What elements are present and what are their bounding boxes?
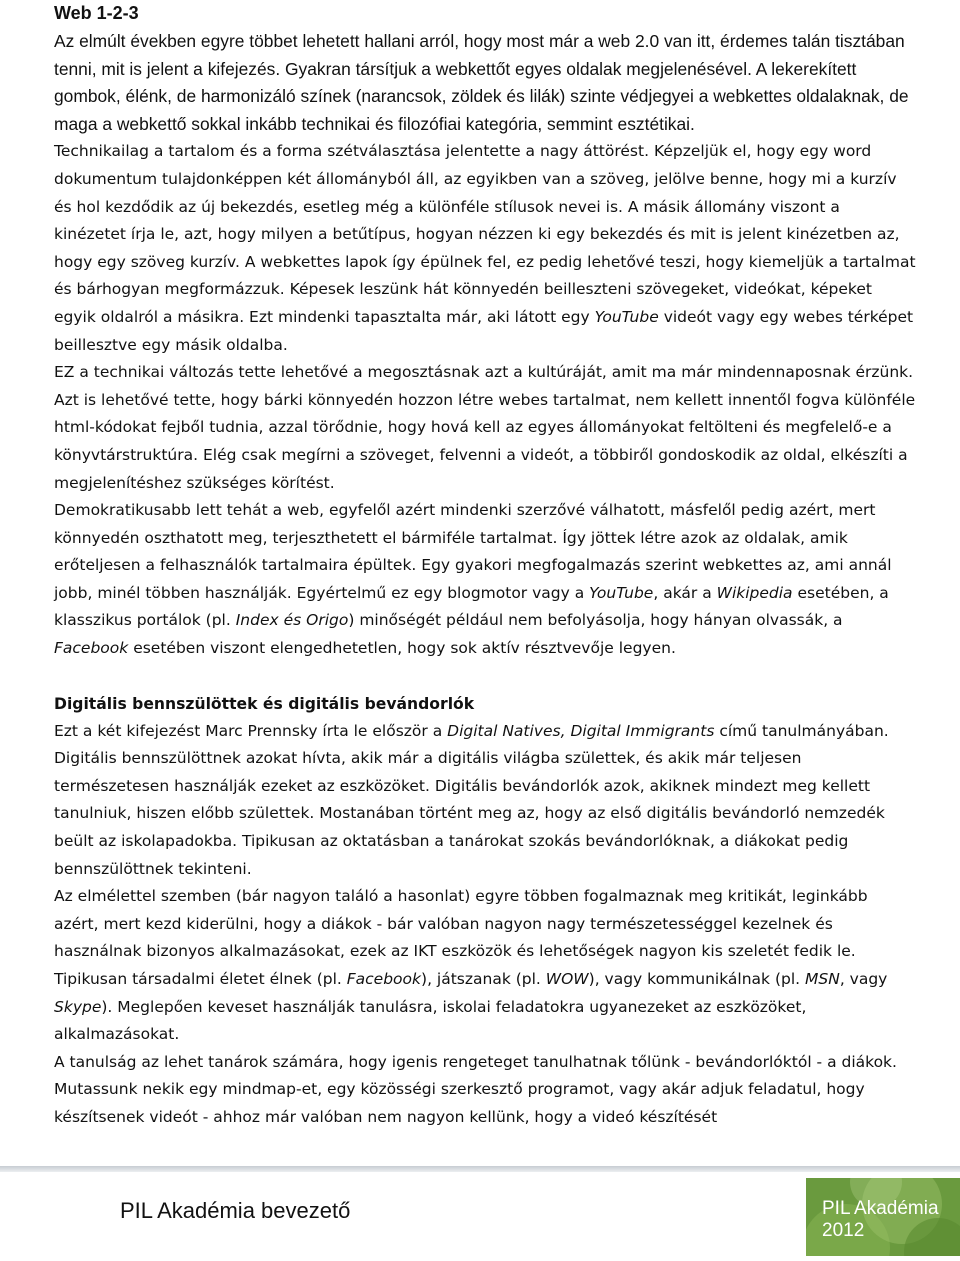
pil-akademia-logo — [806, 1178, 960, 1256]
intro-paragraph — [54, 28, 916, 138]
p4-text-e: esetében viszont elengedhetetlen, hogy sok aktív résztvevője legyen. — [128, 639, 676, 658]
p4-text-c: esetében, a klasszikus portálok (pl. — [54, 583, 889, 630]
p2-youtube: YouTube — [594, 307, 659, 326]
section-title-digital-natives: Digitális bennszülöttek és digitális bevándorlók — [54, 694, 475, 713]
p3-text: EZ a technikai változás tette lehetővé a megosztásnak azt a kultúráját, amit ma már mindennaposnak érzünk. Azt is lehetővé tette, hogy bárki könnyedén hozzon létre webes tartalmat, nem kellett innentől fogva különféle html-kódokat fejből tudnia, azzal törődnie, hogy hová kell az egyes állományokat feltölteni és megfelelő-e a könyvtárstruktúra. Elég csak megírni a szöveget, felvenni a videót, a többiről gondoskodik az oldal, elkészíti a megjelenítéshez szükséges körítést. — [54, 363, 916, 492]
p6-skype: Skype — [54, 997, 102, 1016]
intro-text: Az elmúlt években egyre többet lehetett hallani arról, hogy most már a web 2.0 van itt, érdemes talán tisztában tenni, mit is jelent a kifejezés. Gyakran társítjuk a webkettőt egyes oldalak megjelenésével. — [54, 31, 905, 79]
paragraph-technical — [54, 138, 916, 359]
p6-text-b: ), játszanak (pl. — [421, 970, 546, 988]
footer-divider — [0, 1166, 960, 1172]
p5-text-a: Ezt a két kifejezést Marc Prennsky írta le először a — [54, 721, 448, 740]
paragraph-sharing — [54, 359, 916, 497]
p4-wikipedia: Wikipedia — [716, 583, 793, 602]
p4-text-b: , akár a — [653, 583, 717, 602]
paragraph-prensky — [54, 718, 916, 884]
p6-msn: MSN — [805, 970, 840, 988]
paragraph-democratic — [54, 497, 916, 663]
section-gap — [54, 663, 916, 683]
p4-text-d: ) minőségét például nem befolyásolja, hogy hányan olvassák, a — [348, 611, 843, 630]
p5-text-b: című tanulmányában. Digitális bennszülöttnek azokat hívta, akik már a digitális világba születtek, és akik már teljesen természetesen használják ezeket az eszközöket. Digitális bevándorlók azok, akiknek mindezt meg kellett tanulniuk, hiszen előbb születtek. Mostanában történt meg az, hogy az első digitális bevándorló nemzedék beült az iskolapadokba. Tipikusan az oktatásban a tanárokat szokás bevándorlóknak, a diákokat pedig bennszülöttnek tekinteni. — [54, 721, 889, 878]
p2-text-a: Technikailag a tartalom és a forma szétválasztása jelentette a nagy áttörést. Képzeljük el, hogy egy word dokumentum tulajdonképpen két állományból áll, az egyikben van a szöveg, jelölve benne, hogy mi a kurzív és hol kezdődik az új bekezdés, esetleg még a különféle stílusok nevei is. A másik állomány viszont a kinézetet írja le, azt, hogy milyen a betűtípus, hogyan nézzen ki egy bekezdés és mit is jelent kinézetben az, hogy egy szöveg kurzív. A webkettes lapok így épülnek fel, ez pedig lehetővé teszi, hogy kiemeljük a tartalmat és bárhogyan megformázzuk. Képesek leszünk hát könnyedén beilleszteni szövegeket, videókat, képeket egyik oldalról a másikra. Ezt mindenki tapasztalta már, aki látott egy — [54, 142, 916, 326]
p6-text-a: Az elmélettel szemben (bár nagyon találó a hasonlat) egyre többen fogalmaznak meg kritikát, leginkább azért, mert kezd kiderülni, hogy a diákok - bár valóban nagyon nagy természetességgel kezelnek és használnak bizonyos alkalmazásokat, ezek az IKT eszközök és lehetőségek nagyon kis szeletét fedik le. Tipikusan társadalmi életet élnek (pl. — [54, 887, 868, 988]
document-page — [54, 0, 916, 1132]
p6-text-e: ). Meglepően keveset használják tanulásra, iskolai feladatokra ugyanezeket az eszközöket, alkalmazásokat. — [54, 997, 807, 1044]
p4-text-a: Demokratikusabb lett tehát a web, egyfelől azért mindenki szerzővé válhatott, másfelől pedig azért, mert könnyedén oszthatott meg, terjeszthetett el bármiféle tartalmat. Így jöttek létre azok az oldalak, amik erőteljesen a felhasználók tartalmaira épültek. Egy gyakori megfogalmazás szerint webkettes az, ami annál jobb, minél többen használják. Egyértelmű ez egy blogmotor vagy a — [54, 501, 892, 602]
paragraph-critique — [54, 883, 916, 1049]
p1-text: A lekerekített gombok, élénk, de harmonizáló színek (narancsok, zöldek és lilák) szinte védjegyei a webkettes oldalaknak, de maga a webkettő sokkal inkább technikai és filozófiai kategória, semmint esztétikai. — [54, 58, 909, 134]
logo-title: PIL Akadémia — [822, 1198, 939, 1219]
p2-text-b: videót vagy egy webes térképet beillesztve egy másik oldalba. — [54, 307, 914, 354]
p6-facebook: Facebook — [346, 970, 422, 988]
p7-text: A tanulság az lehet tanárok számára, hogy igenis rengeteget tanulhatnak tőlünk - bevándorlóktól - a diákok. Mutassunk nekik egy mindmap-et, egy közösségi szerkesztő programot, vagy akár adjuk feladatul, hogy készítsenek videót - ahhoz már valóban nem nagyon kellünk, hogy a videó készítését — [54, 1052, 897, 1126]
p6-wow: WOW — [545, 970, 589, 988]
p5-study-title: Digital Natives, Digital Immigrants — [447, 721, 715, 740]
p4-youtube: YouTube — [589, 583, 654, 602]
page-footer — [0, 1160, 960, 1261]
page-title: Web 1-2-3 — [54, 3, 139, 23]
p6-text-d: , vagy — [839, 970, 888, 988]
paragraph-lesson — [54, 1049, 916, 1132]
footer-title: PIL Akadémia bevezető — [120, 1198, 351, 1223]
logo-year: 2012 — [822, 1220, 865, 1241]
p6-text-c: ), vagy kommunikálnak (pl. — [588, 970, 805, 988]
p4-facebook: Facebook — [54, 639, 129, 658]
p4-index-origo: Index és Origo — [235, 611, 349, 630]
